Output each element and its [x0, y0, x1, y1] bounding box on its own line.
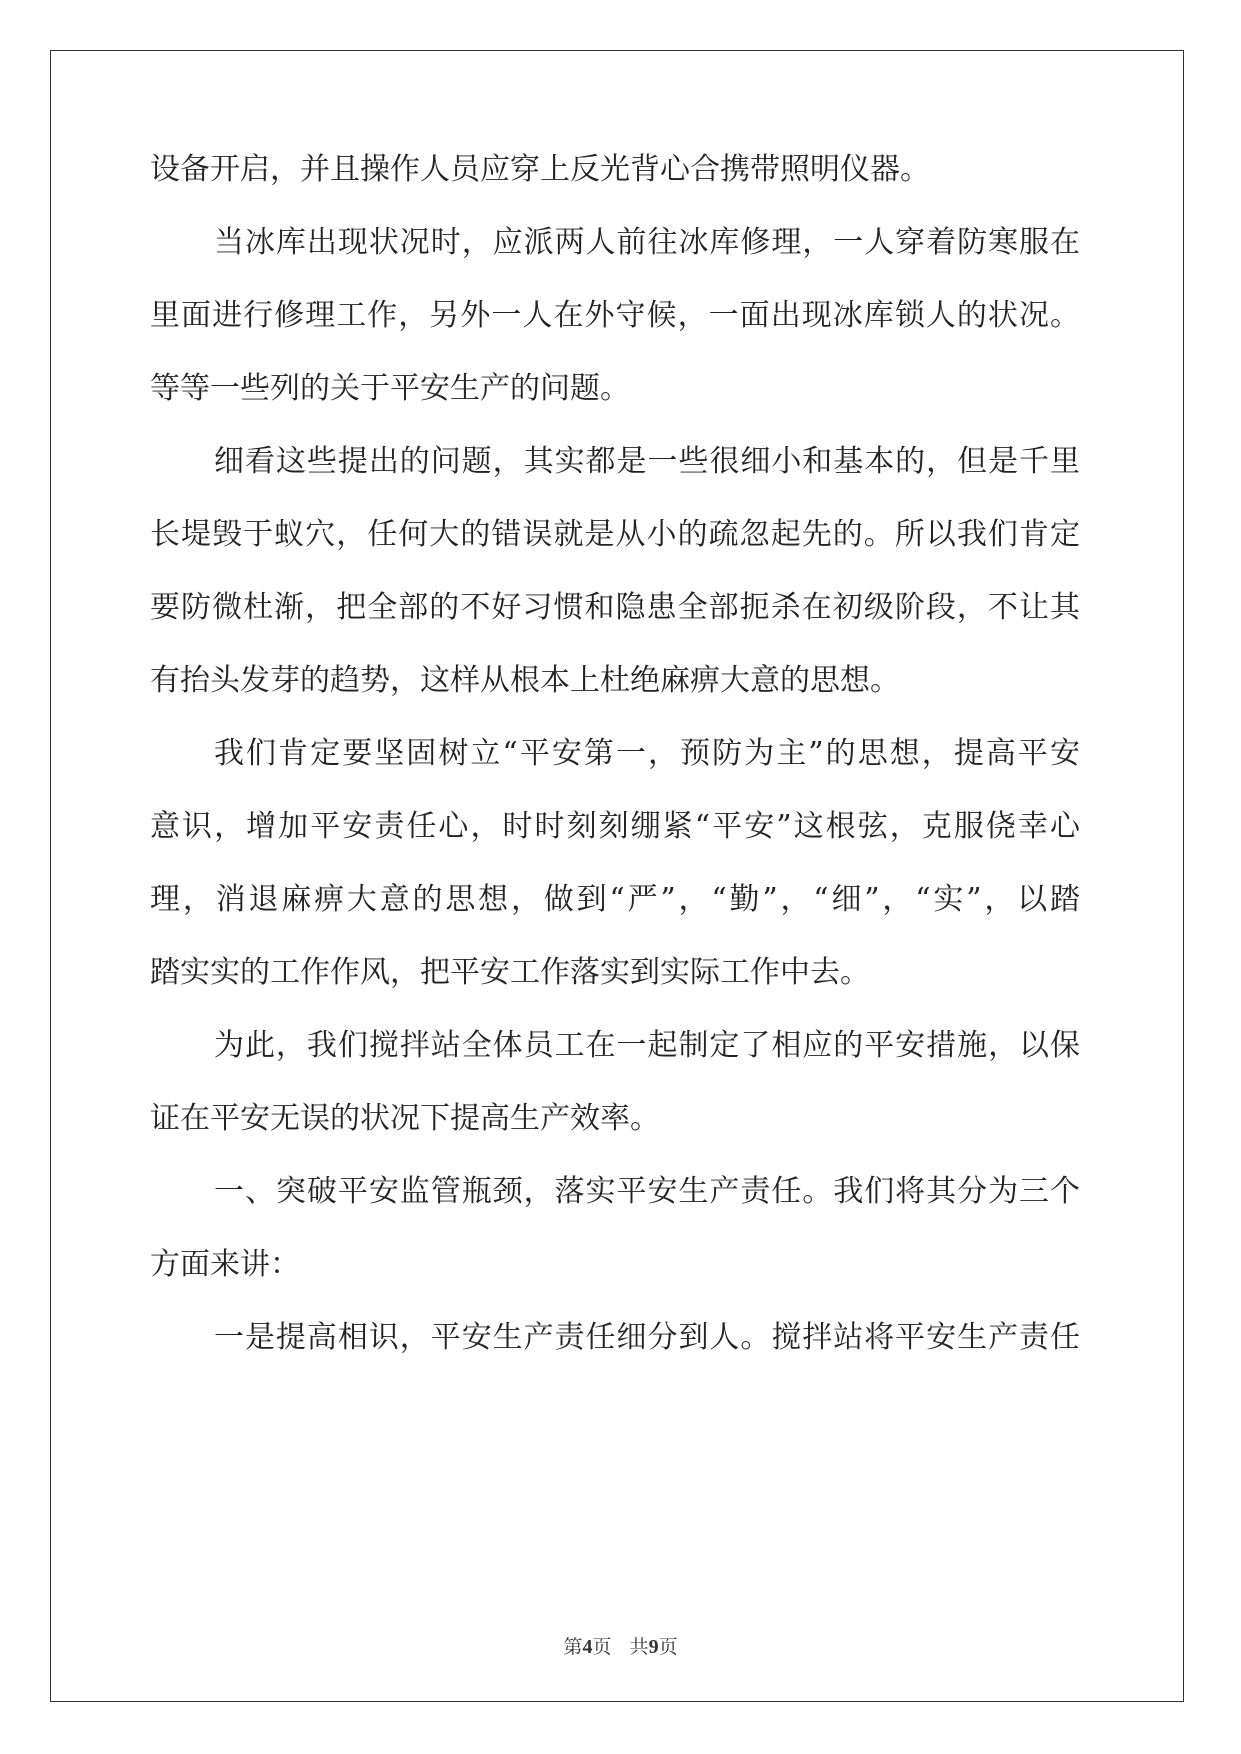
text-line: 为此，我们搅拌站全体员工在一起制定了相应的平安措施，以保 [214, 1028, 1080, 1063]
text-line: 踏实实的工作作风，把平安工作落实到实际工作中去。 [150, 955, 870, 990]
text-line: 理，消退麻痹大意的思想，做到“严”，“勤”，“细”，“实”，以踏 [150, 882, 1080, 917]
page-footer [0, 1632, 1241, 1659]
footer-middle: 页 共 [592, 1636, 649, 1658]
text-line: 里面进行修理工作，另外一人在外守候，一面出现冰库锁人的状况。 [150, 298, 1080, 333]
text-line: 我们肯定要坚固树立“平安第一，预防为主”的思想，提高平安 [214, 736, 1080, 771]
text-line: 方面来讲： [150, 1247, 300, 1282]
text-line: 长堤毁于蚁穴，任何大的错误就是从小的疏忽起先的。所以我们肯定 [150, 517, 1080, 552]
text-line: 一是提高相识，平安生产责任细分到人。搅拌站将平安生产责任 [214, 1320, 1080, 1355]
footer-suffix: 页 [658, 1636, 678, 1658]
text-line: 当冰库出现状况时，应派两人前往冰库修理，一人穿着防寒服在 [214, 225, 1080, 260]
footer-prefix: 第 [563, 1636, 583, 1658]
text-line: 一、突破平安监管瓶颈，落实平安生产责任。我们将其分为三个 [214, 1174, 1080, 1209]
text-line: 细看这些提出的问题，其实都是一些很细小和基本的，但是千里 [214, 444, 1080, 479]
text-line: 意识，增加平安责任心，时时刻刻绷紧“平安”这根弦，克服侥幸心 [150, 809, 1080, 844]
current-page-number: 4 [582, 1636, 593, 1658]
text-line: 等等一些列的关于平安生产的问题。 [150, 371, 630, 406]
text-line: 设备开启，并且操作人员应穿上反光背心合携带照明仪器。 [150, 152, 930, 187]
text-line: 有抬头发芽的趋势，这样从根本上杜绝麻痹大意的思想。 [150, 663, 900, 698]
text-line: 证在平安无误的状况下提高生产效率。 [150, 1101, 660, 1136]
text-line: 要防微杜渐，把全部的不好习惯和隐患全部扼杀在初级阶段，不让其 [150, 590, 1080, 625]
total-pages-number: 9 [648, 1636, 659, 1658]
